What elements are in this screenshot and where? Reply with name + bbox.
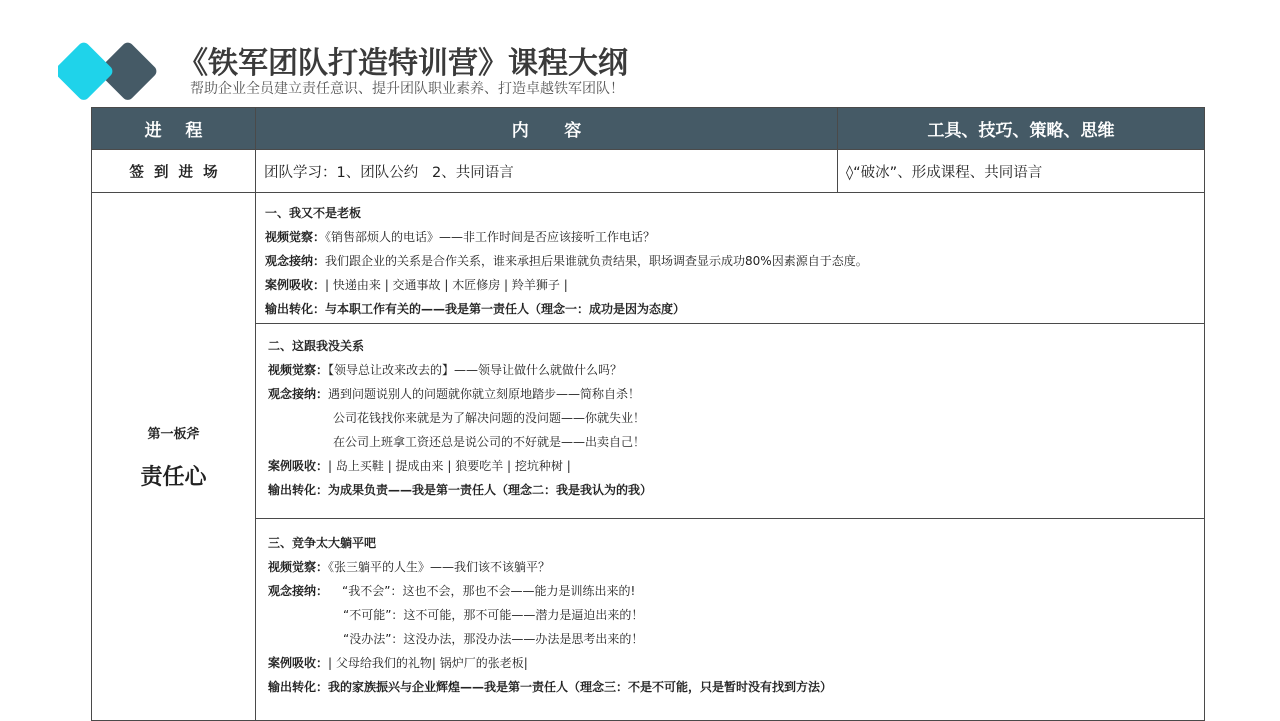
section-concept-line: 在公司上班拿工资还总是说公司的不好就是——出卖自己！ [333,435,646,449]
signin-stage: 签 到 进 场 [92,150,256,193]
page-subtitle: 帮助企业全员建立责任意识、提升团队职业素养、打造卓越铁军团队！ [190,81,624,97]
section-concept-line: 观念接纳：遇到问题说别人的问题就你就立刻原地踏步——简称自杀！ [268,387,641,401]
signin-content: 团队学习：1、团队公约 2、共同语言 [256,150,838,193]
section-3 [256,519,1204,718]
section-title: 一、我又不是老板 [265,206,362,220]
module-axe-label: 第一板斧 [147,426,200,442]
section-video-line: 视频觉察：《张三躺平的人生》——我们该不该躺平？ [268,560,551,574]
logo-icon [58,40,168,106]
section-title: 二、这跟我没关系 [268,339,365,353]
section-2 [256,324,1204,519]
header-stage: 进 程 [92,108,256,150]
section-concept-line: 观念接纳： “我不会”：这也不会，那也不会——能力是训练出来的! [268,584,636,598]
section-video-line: 视频觉察：《销售部烦人的电话》——非工作时间是否应该接听工作电话？ [265,230,656,244]
module-name: 责任心 [140,464,207,490]
section-concept-line: “没办法”：这没办法，那没办法——办法是思考出来的！ [343,632,644,646]
module-row [92,193,1205,721]
section-case-line: 案例吸收：| 快递由来 | 交通事故 | 木匠修房 | 羚羊狮子 | [265,278,568,292]
table-header-row [92,108,1205,150]
page-title: 《铁军团队打造特训营》课程大纲 [178,46,628,81]
module-content-cell [256,193,1205,721]
section-case-line: 案例吸收：| 父母给我们的礼物| 锅炉厂的张老板| [268,656,528,670]
course-outline-table [91,107,1205,721]
section-concept-line: 公司花钱找你来就是为了解决问题的没问题——你就失业！ [333,411,646,425]
section-concept-line: 观念接纳：我们跟企业的关系是合作关系，谁来承担后果谁就负责结果，职场调查显示成功80%因素源自于态度。 [265,254,868,268]
section-concept-line: “不可能”：这不可能，那不可能——潜力是逼迫出来的！ [343,608,644,622]
logo-front-diamond [58,40,115,102]
section-output-line: 输出转化：我的家族振兴与企业辉煌——我是第一责任人（理念三：不是不可能，只是暂时没有找到方法） [268,680,833,694]
header-content: 内 容 [256,108,838,150]
section-output-line: 输出转化：为成果负责——我是第一责任人（理念二：我是我认为的我） [268,483,653,497]
signin-tools: ◊“破冰”、形成课程、共同语言 [838,150,1205,193]
signin-row [92,150,1205,193]
section-1 [256,193,1204,324]
section-output-line: 输出转化：与本职工作有关的——我是第一责任人（理念一：成功是因为态度） [265,302,686,316]
section-title: 三、竞争太大躺平吧 [268,536,377,550]
section-video-line: 视频觉察：【领导总让改来改去的】——领导让做什么就做什么吗？ [268,363,623,377]
module-title-cell [92,193,256,721]
header-tools: 工具、技巧、策略、思维 [838,108,1205,150]
section-case-line: 案例吸收：| 岛上买鞋 | 提成由来 | 狼要吃羊 | 挖坑种树 | [268,459,571,473]
